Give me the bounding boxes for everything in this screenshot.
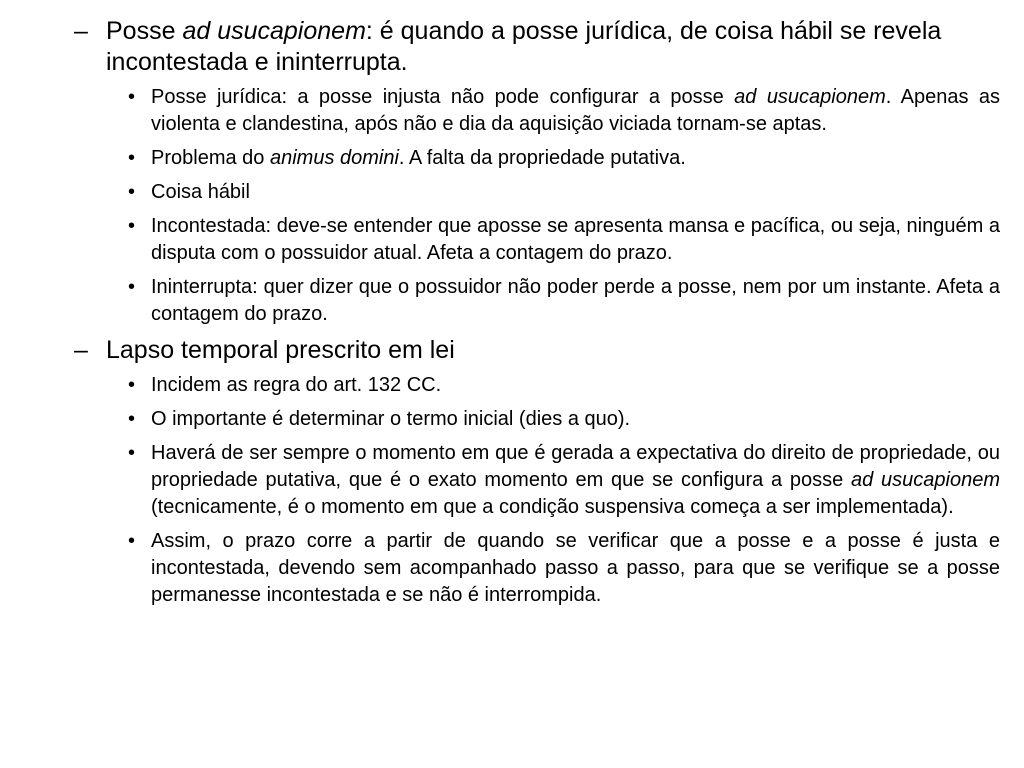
bullet-text-pre: Posse jurídica: a posse injusta não pode configurar a posse — [151, 86, 735, 108]
section-2-bullets — [72, 372, 1000, 609]
dash-marker: – — [74, 17, 88, 45]
bullet-marker: • — [128, 181, 136, 203]
bullet-text: O importante é determinar o termo inicial (dies a quo). — [151, 408, 631, 430]
bullet-text-pre: Haverá de ser sempre o momento em que é gerada a expectativa do direito de propriedade, ou propriedade putativa, que é o exato momento em que se configura a posse — [151, 442, 1000, 491]
bullet-marker: • — [128, 530, 136, 552]
bullet-text-post: . Apenas as violenta e clandestina, após não e dia da aquisição viciada tornam-se aptas. — [151, 86, 1000, 135]
bullet-marker: • — [128, 276, 136, 298]
heading-text-pre: Posse — [106, 17, 183, 45]
bullet-text-post: . A falta da propriedade putativa. — [398, 147, 686, 169]
heading-text-italic: ad usucapionem — [182, 17, 366, 45]
slide-content — [72, 12, 1000, 616]
bullet-marker: • — [128, 408, 136, 430]
bullet-coisa-habil — [72, 179, 1000, 206]
bullet-text: Ininterrupta: quer dizer que o possuidor não poder perde a posse, nem por um instante. Afeta a contagem do prazo. — [151, 276, 1000, 325]
dash-marker: – — [74, 336, 88, 364]
bullet-marker: • — [128, 215, 136, 237]
bullet-marker: • — [128, 442, 136, 464]
bullet-ininterrupta — [72, 274, 1000, 328]
bullet-text-italic: animus domini — [269, 147, 399, 169]
bullet-termo-inicial — [72, 406, 1000, 433]
bullet-incontestada — [72, 213, 1000, 267]
bullet-posse-juridica — [72, 84, 1000, 138]
bullet-text: Assim, o prazo corre a partir de quando se verificar que a posse e a posse é justa e incontestada, devendo sem acompanhado passo a passo, para que se verifique se a posse permanesse incontestada e se não é interrompida. — [151, 530, 1000, 606]
bullet-marker: • — [128, 86, 136, 108]
section-heading-posse-ad-usucapionem — [72, 16, 1000, 78]
bullet-expectativa-direito — [72, 440, 1000, 521]
bullet-text: Coisa hábil — [151, 181, 250, 203]
heading-text: Lapso temporal prescrito em lei — [106, 336, 455, 364]
bullet-prazo-corre — [72, 528, 1000, 609]
heading-text-post: : é quando a posse jurídica, de coisa hábil se revela incontestada e ininterrupta. — [106, 17, 942, 76]
bullet-text-pre: Problema do — [151, 147, 270, 169]
bullet-text: Incidem as regra do art. 132 CC. — [151, 374, 442, 396]
section-1-bullets — [72, 84, 1000, 328]
bullet-marker: • — [128, 147, 136, 169]
bullet-animus-domini — [72, 145, 1000, 172]
bullet-text-post: (tecnicamente, é o momento em que a condição suspensiva começa a ser implementada). — [151, 496, 954, 518]
section-heading-lapso-temporal — [72, 335, 1000, 366]
bullet-text-italic: ad usucapionem — [734, 86, 886, 108]
bullet-text-italic: ad usucapionem — [851, 469, 1000, 491]
bullet-text: Incontestada: deve-se entender que aposse se apresenta mansa e pacífica, ou seja, ninguém a disputa com o possuidor atual. Afeta a contagem do prazo. — [151, 215, 1000, 264]
bullet-incidem-regra — [72, 372, 1000, 399]
bullet-marker: • — [128, 374, 136, 396]
